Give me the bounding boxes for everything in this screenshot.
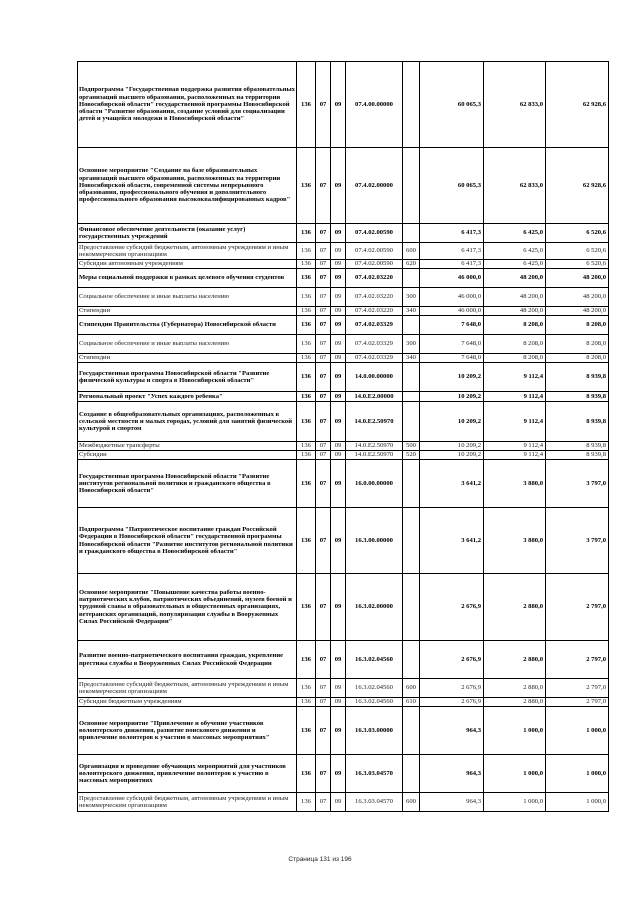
row-name: Меры социальной поддержки в рамках целевого обучения студентов: [78, 269, 297, 288]
table-row: [78, 641, 609, 679]
section-code: 07: [316, 354, 331, 363]
target-article-code: 14.0.E2.50970: [346, 402, 403, 442]
target-article-code: 07.4.02.00590: [346, 243, 403, 260]
amount-year-2: 8 208,0: [484, 316, 546, 335]
amount-year-2: 48 200,0: [484, 269, 546, 288]
table-row: [78, 793, 609, 812]
expense-type-code: [403, 402, 420, 442]
subsection-code: 09: [331, 148, 346, 224]
row-name: Социальное обеспечение и иные выплаты населению: [78, 288, 297, 307]
expense-type-code: [403, 316, 420, 335]
amount-year-3: 3 797,0: [546, 460, 609, 508]
table-row: [78, 62, 609, 148]
target-article-code: 16.3.00.00000: [346, 508, 403, 574]
subsection-code: 09: [331, 269, 346, 288]
row-name: Подпрограмма "Патриотическое воспитание граждан Российской Федерации в Новосибирской области" государственной программы Новосибирской области "Развитие институтов региональной политики и гражданского общества в Новосибирской области": [78, 508, 297, 574]
amount-year-3: 2 797,0: [546, 641, 609, 679]
amount-year-2: 3 880,0: [484, 460, 546, 508]
amount-year-2: 9 112,4: [484, 442, 546, 451]
section-code: 07: [316, 307, 331, 316]
expense-type-code: 610: [403, 698, 420, 707]
subsection-code: 09: [331, 316, 346, 335]
expense-type-code: [403, 508, 420, 574]
expense-type-code: 500: [403, 442, 420, 451]
expense-type-code: [403, 574, 420, 641]
grbs-code: 136: [297, 62, 316, 148]
amount-year-1: 964,3: [420, 707, 484, 755]
subsection-code: 09: [331, 707, 346, 755]
row-name: Подпрограмма "Государственная поддержка развития образовательных организаций высшего образования, расположенных на территории Новосибирской области" государственной программы Новосибирской области "Развитие образования, создание условий для социализации детей и учащейся молодежи в Новосибирской области": [78, 62, 297, 148]
amount-year-3: 8 939,8: [546, 392, 609, 402]
budget-table-body: [78, 62, 609, 812]
subsection-code: 09: [331, 451, 346, 460]
target-article-code: 16.0.00.00000: [346, 460, 403, 508]
amount-year-1: 7 648,0: [420, 316, 484, 335]
subsection-code: 09: [331, 442, 346, 451]
amount-year-2: 9 112,4: [484, 451, 546, 460]
amount-year-3: 6 520,6: [546, 224, 609, 243]
row-name: Стипендии: [78, 354, 297, 363]
row-name: Государственная программа Новосибирской области "Развитие физической культуры и спорта в Новосибирской области": [78, 363, 297, 392]
table-row: [78, 363, 609, 392]
amount-year-1: 6 417,3: [420, 260, 484, 269]
row-name: Межбюджетные трансферты: [78, 442, 297, 451]
grbs-code: 136: [297, 508, 316, 574]
expense-type-code: [403, 755, 420, 793]
amount-year-3: 8 208,0: [546, 354, 609, 363]
amount-year-2: 1 000,0: [484, 793, 546, 812]
table-row: [78, 707, 609, 755]
amount-year-2: 48 200,0: [484, 307, 546, 316]
amount-year-2: 6 425,0: [484, 224, 546, 243]
row-name: Региональный проект "Успех каждого ребенка": [78, 392, 297, 402]
subsection-code: 09: [331, 460, 346, 508]
expense-type-code: 340: [403, 307, 420, 316]
budget-table: [77, 61, 609, 812]
expense-type-code: [403, 224, 420, 243]
subsection-code: 09: [331, 354, 346, 363]
target-article-code: 16.3.03.04570: [346, 755, 403, 793]
target-article-code: 16.3.02.04560: [346, 641, 403, 679]
row-name: Социальное обеспечение и иные выплаты населению: [78, 335, 297, 354]
subsection-code: 09: [331, 260, 346, 269]
grbs-code: 136: [297, 243, 316, 260]
section-code: 07: [316, 460, 331, 508]
grbs-code: 136: [297, 402, 316, 442]
target-article-code: 14.0.E2.50970: [346, 442, 403, 451]
table-row: [78, 316, 609, 335]
amount-year-1: 60 065,3: [420, 62, 484, 148]
grbs-code: 136: [297, 288, 316, 307]
table-row: [78, 354, 609, 363]
subsection-code: 09: [331, 641, 346, 679]
expense-type-code: [403, 707, 420, 755]
grbs-code: 136: [297, 698, 316, 707]
target-article-code: 16.3.02.04560: [346, 679, 403, 698]
grbs-code: 136: [297, 707, 316, 755]
amount-year-2: 3 880,0: [484, 508, 546, 574]
section-code: 07: [316, 288, 331, 307]
target-article-code: 07.4.02.03329: [346, 335, 403, 354]
amount-year-1: 964,3: [420, 755, 484, 793]
row-name: Организация и проведение обучающих мероприятий для участников волонтерского движения, привлечение волонтеров к участию в массовых мероприятиях: [78, 755, 297, 793]
section-code: 07: [316, 269, 331, 288]
amount-year-3: 8 939,8: [546, 363, 609, 392]
amount-year-2: 9 112,4: [484, 402, 546, 442]
expense-type-code: 600: [403, 679, 420, 698]
table-row: [78, 402, 609, 442]
amount-year-2: 48 200,0: [484, 288, 546, 307]
section-code: 07: [316, 224, 331, 243]
target-article-code: 07.4.00.00000: [346, 62, 403, 148]
section-code: 07: [316, 508, 331, 574]
table-row: [78, 288, 609, 307]
table-row: [78, 307, 609, 316]
amount-year-2: 62 833,0: [484, 62, 546, 148]
table-row: [78, 260, 609, 269]
grbs-code: 136: [297, 679, 316, 698]
grbs-code: 136: [297, 442, 316, 451]
grbs-code: 136: [297, 148, 316, 224]
grbs-code: 136: [297, 269, 316, 288]
subsection-code: 09: [331, 508, 346, 574]
amount-year-1: 7 648,0: [420, 354, 484, 363]
section-code: 07: [316, 793, 331, 812]
expense-type-code: 600: [403, 793, 420, 812]
amount-year-2: 2 880,0: [484, 679, 546, 698]
expense-type-code: 300: [403, 288, 420, 307]
section-code: 07: [316, 363, 331, 392]
grbs-code: 136: [297, 793, 316, 812]
amount-year-2: 8 208,0: [484, 354, 546, 363]
row-name: Предоставление субсидий бюджетным, автономным учреждениям и иным некоммерческим организациям: [78, 793, 297, 812]
amount-year-2: 2 880,0: [484, 574, 546, 641]
table-row: [78, 269, 609, 288]
amount-year-1: 10 209,2: [420, 451, 484, 460]
table-row: [78, 224, 609, 243]
amount-year-1: 10 209,2: [420, 442, 484, 451]
amount-year-3: 2 797,0: [546, 679, 609, 698]
grbs-code: 136: [297, 260, 316, 269]
amount-year-1: 10 209,2: [420, 392, 484, 402]
amount-year-3: 6 520,6: [546, 260, 609, 269]
amount-year-1: 2 676,9: [420, 574, 484, 641]
subsection-code: 09: [331, 392, 346, 402]
target-article-code: 14.0.E2.50970: [346, 451, 403, 460]
expense-type-code: 620: [403, 260, 420, 269]
grbs-code: 136: [297, 316, 316, 335]
target-article-code: 16.3.02.00000: [346, 574, 403, 641]
amount-year-3: 6 520,6: [546, 243, 609, 260]
expense-type-code: [403, 148, 420, 224]
grbs-code: 136: [297, 451, 316, 460]
row-name: Развитие военно-патриотического воспитания граждан, укрепление престижа службы в Вооруженных Силах Российской Федерации: [78, 641, 297, 679]
amount-year-2: 9 112,4: [484, 363, 546, 392]
target-article-code: 14.0.E2.00000: [346, 392, 403, 402]
grbs-code: 136: [297, 755, 316, 793]
section-code: 07: [316, 641, 331, 679]
amount-year-2: 1 000,0: [484, 755, 546, 793]
amount-year-3: 8 208,0: [546, 335, 609, 354]
section-code: 07: [316, 451, 331, 460]
section-code: 07: [316, 402, 331, 442]
expense-type-code: 300: [403, 335, 420, 354]
row-name: Стипендии Правительства (Губернатора) Новосибирской области: [78, 316, 297, 335]
amount-year-3: 8 208,0: [546, 316, 609, 335]
section-code: 07: [316, 574, 331, 641]
target-article-code: 07.4.02.00590: [346, 224, 403, 243]
amount-year-2: 2 880,0: [484, 641, 546, 679]
section-code: 07: [316, 335, 331, 354]
row-name: Субсидии: [78, 451, 297, 460]
grbs-code: 136: [297, 460, 316, 508]
table-row: [78, 392, 609, 402]
amount-year-3: 2 797,0: [546, 698, 609, 707]
amount-year-1: 46 000,0: [420, 269, 484, 288]
amount-year-3: 1 000,0: [546, 793, 609, 812]
amount-year-1: 6 417,3: [420, 243, 484, 260]
table-row: [78, 243, 609, 260]
amount-year-3: 8 939,8: [546, 451, 609, 460]
subsection-code: 09: [331, 574, 346, 641]
amount-year-2: 9 112,4: [484, 392, 546, 402]
table-row: [78, 148, 609, 224]
section-code: 07: [316, 755, 331, 793]
target-article-code: 07.4.02.03329: [346, 316, 403, 335]
amount-year-3: 8 939,8: [546, 402, 609, 442]
amount-year-2: 2 880,0: [484, 698, 546, 707]
grbs-code: 136: [297, 641, 316, 679]
subsection-code: 09: [331, 793, 346, 812]
row-name: Основное мероприятие "Создание на базе образовательных организаций высшего образования, расположенных на территории Новосибирской области, современной системы непрерывного образования, профессионального обучения и дополнительного профессионального образования высококвалифицированных кадров": [78, 148, 297, 224]
section-code: 07: [316, 260, 331, 269]
expense-type-code: 340: [403, 354, 420, 363]
subsection-code: 09: [331, 402, 346, 442]
target-article-code: 14.0.00.00000: [346, 363, 403, 392]
expense-type-code: [403, 460, 420, 508]
target-article-code: 07.4.02.00000: [346, 148, 403, 224]
amount-year-2: 6 425,0: [484, 243, 546, 260]
amount-year-1: 964,3: [420, 793, 484, 812]
table-row: [78, 698, 609, 707]
amount-year-2: 8 208,0: [484, 335, 546, 354]
amount-year-1: 46 000,0: [420, 288, 484, 307]
amount-year-3: 1 000,0: [546, 707, 609, 755]
section-code: 07: [316, 316, 331, 335]
subsection-code: 09: [331, 335, 346, 354]
subsection-code: 09: [331, 363, 346, 392]
section-code: 07: [316, 148, 331, 224]
amount-year-2: 6 425,0: [484, 260, 546, 269]
row-name: Предоставление субсидий бюджетным, автономным учреждениям и иным некоммерческим организациям: [78, 679, 297, 698]
expense-type-code: [403, 641, 420, 679]
table-row: [78, 335, 609, 354]
row-name: Государственная программа Новосибирской области "Развитие институтов региональной политики и гражданского общества в Новосибирской области": [78, 460, 297, 508]
page-footer: Страница 131 из 196: [288, 856, 352, 863]
amount-year-1: 46 000,0: [420, 307, 484, 316]
amount-year-1: 3 641,2: [420, 460, 484, 508]
target-article-code: 07.4.02.03220: [346, 269, 403, 288]
grbs-code: 136: [297, 574, 316, 641]
amount-year-1: 3 641,2: [420, 508, 484, 574]
grbs-code: 136: [297, 392, 316, 402]
amount-year-1: 60 065,3: [420, 148, 484, 224]
target-article-code: 07.4.02.03329: [346, 354, 403, 363]
table-row: [78, 460, 609, 508]
amount-year-1: 10 209,2: [420, 402, 484, 442]
amount-year-3: 2 797,0: [546, 574, 609, 641]
amount-year-3: 1 000,0: [546, 755, 609, 793]
amount-year-2: 62 833,0: [484, 148, 546, 224]
target-article-code: 16.3.02.04560: [346, 698, 403, 707]
grbs-code: 136: [297, 307, 316, 316]
amount-year-3: 62 928,6: [546, 62, 609, 148]
amount-year-3: 3 797,0: [546, 508, 609, 574]
amount-year-3: 48 200,0: [546, 288, 609, 307]
target-article-code: 07.4.02.03220: [346, 307, 403, 316]
section-code: 07: [316, 707, 331, 755]
section-code: 07: [316, 243, 331, 260]
row-name: Создание в общеобразовательных организациях, расположенных в сельской местности и малых городах, условий для занятий физической культурой и спортом: [78, 402, 297, 442]
row-name: Основное мероприятие "Повышение качества работы военно-патриотических клубов, патриотических объединений, музеев боевой и трудовой славы в образовательных и общественных организациях, ветеранских организаций, популяризация службы в Вооруженных Силах Российской Федерации": [78, 574, 297, 641]
table-row: [78, 755, 609, 793]
row-name: Субсидии автономным учреждениям: [78, 260, 297, 269]
section-code: 07: [316, 698, 331, 707]
target-article-code: 16.3.03.00000: [346, 707, 403, 755]
amount-year-1: 10 209,2: [420, 363, 484, 392]
target-article-code: 07.4.02.03220: [346, 288, 403, 307]
expense-type-code: [403, 62, 420, 148]
subsection-code: 09: [331, 288, 346, 307]
section-code: 07: [316, 442, 331, 451]
subsection-code: 09: [331, 679, 346, 698]
row-name: Основное мероприятие "Привлечение и обучение участников волонтерского движения, развитие поискового движения и привлечение волонтеров к участию в массовых мероприятиях": [78, 707, 297, 755]
subsection-code: 09: [331, 698, 346, 707]
table-row: [78, 451, 609, 460]
amount-year-1: 7 648,0: [420, 335, 484, 354]
subsection-code: 09: [331, 755, 346, 793]
row-name: Субсидии бюджетным учреждениям: [78, 698, 297, 707]
grbs-code: 136: [297, 224, 316, 243]
amount-year-3: 48 200,0: [546, 307, 609, 316]
amount-year-3: 48 200,0: [546, 269, 609, 288]
amount-year-3: 8 939,8: [546, 442, 609, 451]
subsection-code: 09: [331, 243, 346, 260]
table-row: [78, 442, 609, 451]
amount-year-1: 2 676,9: [420, 698, 484, 707]
section-code: 07: [316, 679, 331, 698]
table-row: [78, 574, 609, 641]
expense-type-code: [403, 363, 420, 392]
section-code: 07: [316, 392, 331, 402]
row-name: Финансовое обеспечение деятельности (оказание услуг) государственных учреждений: [78, 224, 297, 243]
expense-type-code: [403, 269, 420, 288]
row-name: Стипендии: [78, 307, 297, 316]
table-row: [78, 679, 609, 698]
grbs-code: 136: [297, 363, 316, 392]
expense-type-code: 520: [403, 451, 420, 460]
section-code: 07: [316, 62, 331, 148]
subsection-code: 09: [331, 224, 346, 243]
amount-year-1: 2 676,9: [420, 641, 484, 679]
table-row: [78, 508, 609, 574]
target-article-code: 16.3.03.04570: [346, 793, 403, 812]
amount-year-3: 62 928,6: [546, 148, 609, 224]
row-name: Предоставление субсидий бюджетным, автономным учреждениям и иным некоммерческим организациям: [78, 243, 297, 260]
subsection-code: 09: [331, 307, 346, 316]
amount-year-1: 6 417,3: [420, 224, 484, 243]
target-article-code: 07.4.02.00590: [346, 260, 403, 269]
expense-type-code: [403, 392, 420, 402]
amount-year-1: 2 676,9: [420, 679, 484, 698]
amount-year-2: 1 000,0: [484, 707, 546, 755]
grbs-code: 136: [297, 335, 316, 354]
subsection-code: 09: [331, 62, 346, 148]
expense-type-code: 600: [403, 243, 420, 260]
grbs-code: 136: [297, 354, 316, 363]
